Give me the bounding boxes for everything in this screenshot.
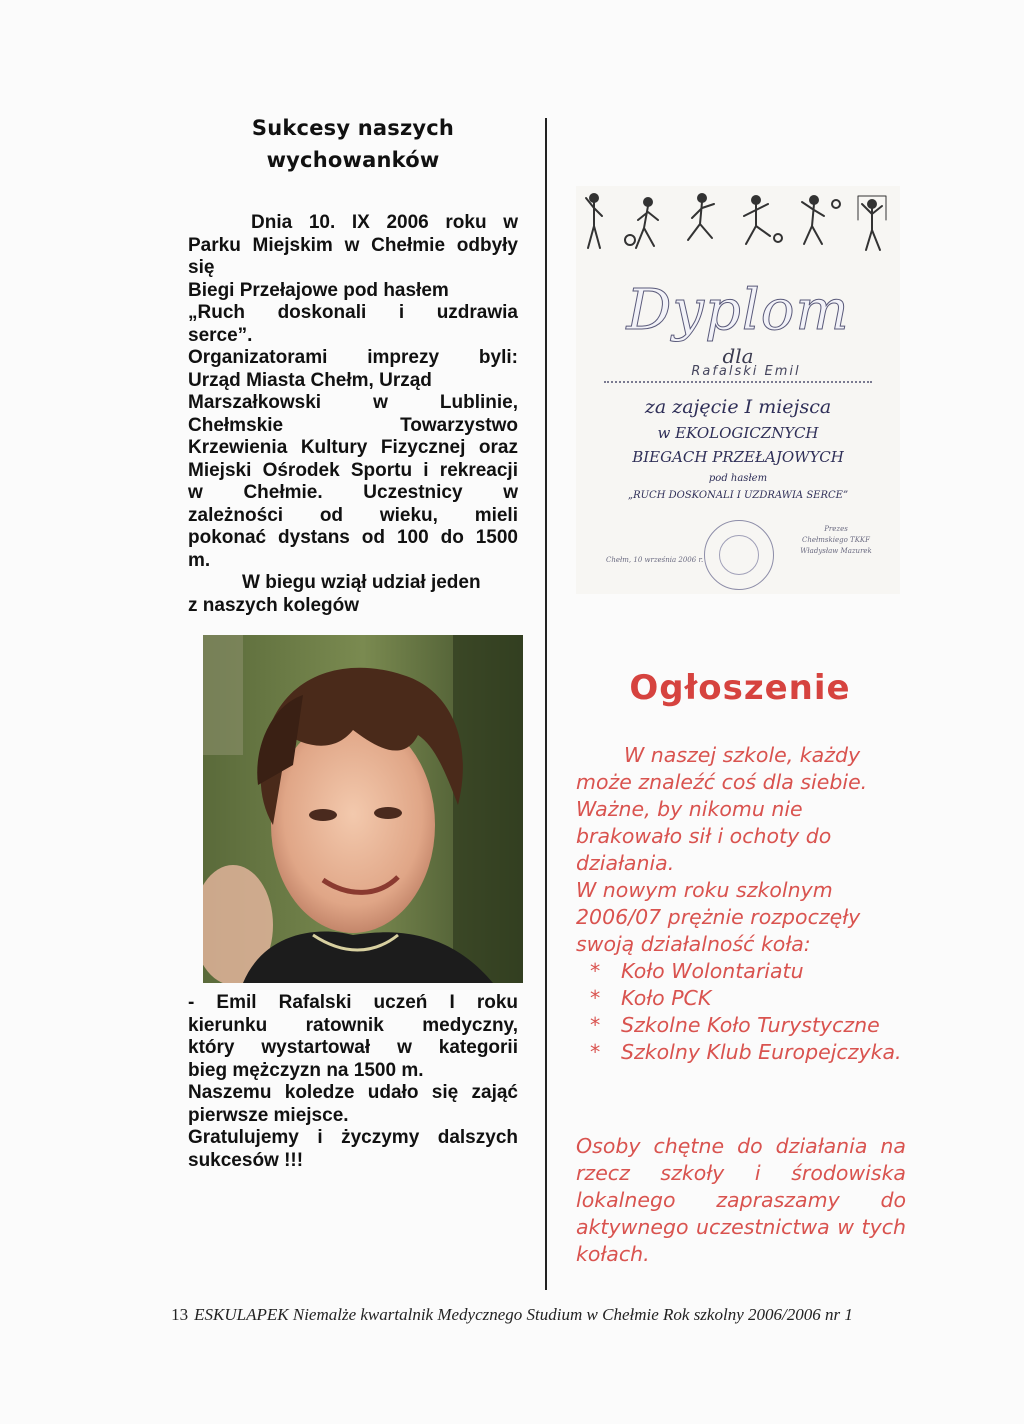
closing-line: lokalnego zapraszamy do (576, 1188, 906, 1212)
signature-line: Chełmskiego TKKF (801, 536, 871, 544)
article-title-line: wychowanków (266, 148, 440, 172)
article-line: Organizatorami imprezy byli: (188, 347, 518, 368)
article-line: zależności od wieku, mieli (188, 504, 518, 526)
caption-line: pierwsze miejsce. (188, 1104, 349, 1126)
caption-line: sukcesów !!! (188, 1149, 304, 1171)
diploma-dla: dla (722, 344, 754, 368)
article-line: serce”. (188, 324, 253, 346)
diploma-line: „RUCH DOSKONALI I UZDRAWIA SERCE” (627, 490, 849, 501)
page-number: 13 (171, 1305, 189, 1324)
announcement-line: Ważne, by nikomu nie (576, 797, 803, 821)
diploma-line: BIEGACH PRZEŁAJOWYCH (632, 448, 844, 466)
article-line: się (188, 257, 215, 278)
list-item: * Szkolne Koło Turystyczne (576, 1012, 906, 1039)
article-body (188, 212, 518, 617)
caption-line: bieg mężczyzn na 1500 m. (188, 1059, 424, 1081)
closing-line: kołach. (576, 1242, 650, 1266)
diploma-date: Chełm, 10 września 2006 r. (606, 556, 704, 564)
article-line: Dnia 10. IX 2006 roku w (251, 212, 518, 233)
article-line: Chełmskie Towarzystwo (188, 414, 518, 436)
clubs-list (576, 958, 906, 1066)
article-line: w Chełmie. Uczestnicy w (188, 482, 518, 503)
announcement-body (576, 742, 906, 1066)
diploma-recipient: Rafalski Emil (691, 364, 801, 379)
article-line: pokonać dystans od 100 do 1500 (188, 527, 518, 548)
article-line: Parku Miejskim w Chełmie odbyły (188, 234, 518, 256)
article-line: Urząd Miasta Chełm, Urząd (188, 369, 432, 391)
caption-line: - Emil Rafalski uczeń I roku (188, 992, 518, 1013)
photo-caption (188, 992, 518, 1172)
page-footer (0, 1305, 1024, 1325)
bullet-icon: * (590, 986, 601, 1010)
diploma-line: za zajęcie I miejsca (644, 396, 832, 418)
caption-line: kierunku ratownik medyczny, (188, 1014, 518, 1036)
student-photo (203, 635, 523, 983)
dotted-line (604, 381, 872, 383)
list-item: * Koło Wolontariatu (576, 958, 906, 985)
article-line: Biegi Przełajowe pod hasłem (188, 279, 449, 301)
article-column (188, 112, 518, 617)
signature-line: Prezes (824, 525, 848, 533)
diploma-signature (786, 524, 886, 557)
article-line: W biegu wziął udział jeden (242, 572, 481, 593)
caption-line: Naszemu koledze udało się zająć (188, 1082, 518, 1103)
sports-figures-icon (576, 186, 900, 268)
bullet-icon: * (590, 1013, 601, 1037)
article-line: m. (188, 549, 211, 571)
diploma-line: w EKOLOGICZNYCH (657, 424, 819, 442)
announcement-title: Ogłoszenie (629, 668, 851, 708)
article-title (188, 112, 518, 176)
caption-line: który wystartował w kategorii (188, 1037, 518, 1058)
announcement-line: W naszej szkole, każdy (624, 743, 861, 767)
bullet-icon: * (590, 1040, 601, 1064)
article-line: Miejski Ośrodek Sportu i rekreacji (188, 459, 518, 481)
announcement-line: swoją działalność koła: (576, 932, 811, 956)
column-divider (545, 118, 547, 1290)
stamp-icon (704, 520, 774, 590)
list-item: * Koło PCK (576, 985, 906, 1012)
signature-line: Władysław Mazurek (800, 547, 872, 555)
article-title-line: Sukcesy naszych (251, 116, 455, 140)
diploma-heading: Dyplom (626, 278, 850, 343)
closing-line: rzecz szkoły i środowiska (576, 1161, 906, 1185)
announcement-line: brakowało sił i ochoty do (576, 824, 832, 848)
announcement-line: działania. (576, 851, 675, 875)
diploma-image (576, 186, 900, 594)
announcement-line: W nowym roku szkolnym (576, 878, 833, 902)
list-item: * Szkolny Klub Europejczyka. (576, 1039, 906, 1066)
diploma-line: pod hasłem (708, 473, 768, 484)
article-line: Marszałkowski w Lublinie, (188, 392, 518, 413)
announcement-line: może znaleźć coś dla siebie. (576, 770, 868, 794)
article-line: z naszych kolegów (188, 594, 360, 616)
closing-line: Osoby chętne do działania na (576, 1134, 906, 1158)
bullet-icon: * (590, 959, 601, 983)
article-line: „Ruch doskonali i uzdrawia (188, 302, 518, 323)
footer-text: ESKULAPEK Niemalże kwartalnik Medycznego Studium w Chełmie Rok szkolny 2006/2006 nr 1 (194, 1305, 853, 1324)
article-line: Krzewienia Kultury Fizycznej oraz (188, 437, 518, 458)
caption-line: Gratulujemy i życzymy dalszych (188, 1127, 518, 1148)
closing-line: aktywnego uczestnictwa w tych (576, 1215, 906, 1239)
announcement-closing (576, 1133, 906, 1268)
announcement-line: 2006/07 prężnie rozpoczęły (576, 905, 861, 929)
